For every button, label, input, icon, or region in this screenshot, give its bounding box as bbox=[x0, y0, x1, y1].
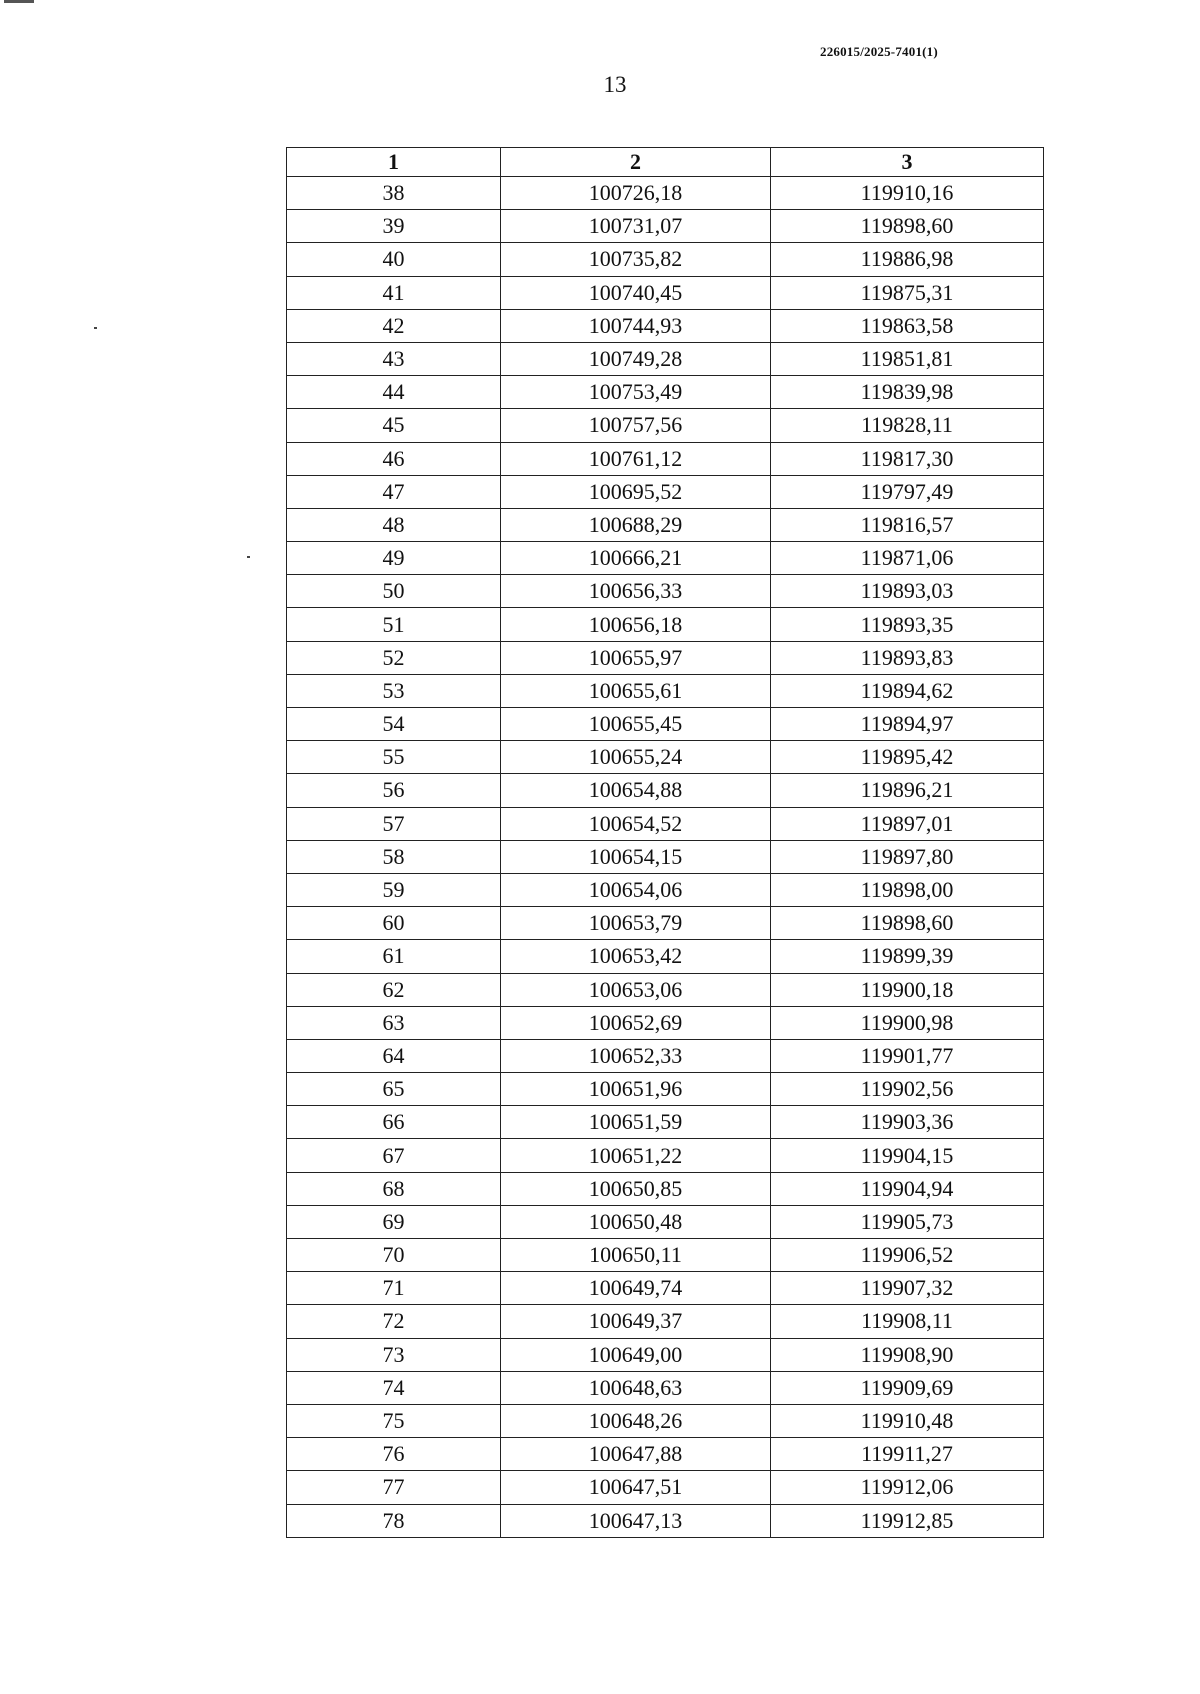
point-number-cell: 43 bbox=[287, 342, 501, 375]
scan-speck bbox=[94, 327, 97, 329]
y-coordinate-cell: 119875,31 bbox=[771, 276, 1044, 309]
y-coordinate-cell: 119897,80 bbox=[771, 840, 1044, 873]
y-coordinate-cell: 119908,90 bbox=[771, 1338, 1044, 1371]
point-number-cell: 69 bbox=[287, 1205, 501, 1238]
point-number-cell: 78 bbox=[287, 1504, 501, 1537]
x-coordinate-cell: 100647,13 bbox=[501, 1504, 771, 1537]
x-coordinate-cell: 100655,45 bbox=[501, 708, 771, 741]
x-coordinate-cell: 100649,37 bbox=[501, 1305, 771, 1338]
table-row bbox=[287, 708, 1044, 741]
x-coordinate-cell: 100726,18 bbox=[501, 177, 771, 210]
point-number-cell: 45 bbox=[287, 409, 501, 442]
table-row bbox=[287, 1272, 1044, 1305]
page-number: 13 bbox=[603, 72, 627, 97]
table-row bbox=[287, 243, 1044, 276]
point-number-cell: 38 bbox=[287, 177, 501, 210]
table-row bbox=[287, 409, 1044, 442]
scan-corner-mark bbox=[4, 0, 34, 3]
table-row bbox=[287, 475, 1044, 508]
y-coordinate-cell: 119899,39 bbox=[771, 940, 1044, 973]
y-coordinate-cell: 119816,57 bbox=[771, 508, 1044, 541]
x-coordinate-cell: 100654,15 bbox=[501, 840, 771, 873]
x-coordinate-cell: 100757,56 bbox=[501, 409, 771, 442]
x-coordinate-cell: 100656,18 bbox=[501, 608, 771, 641]
scan-speck bbox=[247, 556, 250, 558]
x-coordinate-cell: 100655,97 bbox=[501, 641, 771, 674]
x-coordinate-cell: 100653,79 bbox=[501, 907, 771, 940]
point-number-cell: 67 bbox=[287, 1139, 501, 1172]
y-coordinate-cell: 119817,30 bbox=[771, 442, 1044, 475]
point-number-cell: 40 bbox=[287, 243, 501, 276]
y-coordinate-cell: 119900,98 bbox=[771, 1006, 1044, 1039]
x-coordinate-cell: 100749,28 bbox=[501, 342, 771, 375]
table-header bbox=[287, 148, 1044, 177]
y-coordinate-cell: 119898,00 bbox=[771, 873, 1044, 906]
table-row bbox=[287, 1305, 1044, 1338]
y-coordinate-cell: 119894,62 bbox=[771, 674, 1044, 707]
x-coordinate-cell: 100744,93 bbox=[501, 309, 771, 342]
point-number-cell: 65 bbox=[287, 1073, 501, 1106]
table-row bbox=[287, 342, 1044, 375]
point-number-cell: 70 bbox=[287, 1239, 501, 1272]
point-number-cell: 51 bbox=[287, 608, 501, 641]
y-coordinate-cell: 119894,97 bbox=[771, 708, 1044, 741]
table-row bbox=[287, 940, 1044, 973]
table-row bbox=[287, 210, 1044, 243]
y-coordinate-cell: 119912,85 bbox=[771, 1504, 1044, 1537]
y-coordinate-cell: 119897,01 bbox=[771, 807, 1044, 840]
y-coordinate-cell: 119901,77 bbox=[771, 1039, 1044, 1072]
x-coordinate-cell: 100651,59 bbox=[501, 1106, 771, 1139]
x-coordinate-cell: 100652,69 bbox=[501, 1006, 771, 1039]
y-coordinate-cell: 119906,52 bbox=[771, 1239, 1044, 1272]
point-number-cell: 75 bbox=[287, 1404, 501, 1437]
point-number-cell: 48 bbox=[287, 508, 501, 541]
x-coordinate-cell: 100650,85 bbox=[501, 1172, 771, 1205]
point-number-cell: 76 bbox=[287, 1438, 501, 1471]
point-number-cell: 73 bbox=[287, 1338, 501, 1371]
table-row bbox=[287, 1471, 1044, 1504]
table-row bbox=[287, 741, 1044, 774]
table-row bbox=[287, 641, 1044, 674]
x-coordinate-cell: 100653,06 bbox=[501, 973, 771, 1006]
point-number-cell: 52 bbox=[287, 641, 501, 674]
x-coordinate-cell: 100649,74 bbox=[501, 1272, 771, 1305]
point-number-cell: 57 bbox=[287, 807, 501, 840]
point-number-cell: 72 bbox=[287, 1305, 501, 1338]
x-coordinate-cell: 100656,33 bbox=[501, 575, 771, 608]
y-coordinate-cell: 119886,98 bbox=[771, 243, 1044, 276]
table-row bbox=[287, 276, 1044, 309]
table-header-row bbox=[287, 148, 1044, 177]
y-coordinate-cell: 119912,06 bbox=[771, 1471, 1044, 1504]
y-coordinate-cell: 119851,81 bbox=[771, 342, 1044, 375]
column-header-3: 3 bbox=[771, 148, 1044, 177]
point-number-cell: 54 bbox=[287, 708, 501, 741]
table-body bbox=[287, 177, 1044, 1538]
point-number-cell: 50 bbox=[287, 575, 501, 608]
table-row bbox=[287, 508, 1044, 541]
table-row bbox=[287, 674, 1044, 707]
x-coordinate-cell: 100654,88 bbox=[501, 774, 771, 807]
table-row bbox=[287, 1438, 1044, 1471]
table-row bbox=[287, 1205, 1044, 1238]
point-number-cell: 55 bbox=[287, 741, 501, 774]
y-coordinate-cell: 119896,21 bbox=[771, 774, 1044, 807]
y-coordinate-cell: 119871,06 bbox=[771, 542, 1044, 575]
table-row bbox=[287, 1404, 1044, 1437]
x-coordinate-cell: 100651,22 bbox=[501, 1139, 771, 1172]
table-row bbox=[287, 309, 1044, 342]
table-row bbox=[287, 1006, 1044, 1039]
point-number-cell: 62 bbox=[287, 973, 501, 1006]
x-coordinate-cell: 100648,26 bbox=[501, 1404, 771, 1437]
table-row bbox=[287, 873, 1044, 906]
x-coordinate-cell: 100666,21 bbox=[501, 542, 771, 575]
column-header-2: 2 bbox=[501, 148, 771, 177]
table-row bbox=[287, 442, 1044, 475]
table-row bbox=[287, 542, 1044, 575]
document-reference: 226015/2025-7401(1) bbox=[820, 44, 938, 59]
table-row bbox=[287, 907, 1044, 940]
y-coordinate-cell: 119900,18 bbox=[771, 973, 1044, 1006]
point-number-cell: 59 bbox=[287, 873, 501, 906]
table-row bbox=[287, 608, 1044, 641]
point-number-cell: 56 bbox=[287, 774, 501, 807]
table-row bbox=[287, 1338, 1044, 1371]
table-row bbox=[287, 1106, 1044, 1139]
y-coordinate-cell: 119893,03 bbox=[771, 575, 1044, 608]
x-coordinate-cell: 100654,06 bbox=[501, 873, 771, 906]
table-row bbox=[287, 1239, 1044, 1272]
column-header-1: 1 bbox=[287, 148, 501, 177]
y-coordinate-cell: 119908,11 bbox=[771, 1305, 1044, 1338]
y-coordinate-cell: 119898,60 bbox=[771, 210, 1044, 243]
x-coordinate-cell: 100647,51 bbox=[501, 1471, 771, 1504]
y-coordinate-cell: 119903,36 bbox=[771, 1106, 1044, 1139]
point-number-cell: 61 bbox=[287, 940, 501, 973]
x-coordinate-cell: 100654,52 bbox=[501, 807, 771, 840]
table-row bbox=[287, 1139, 1044, 1172]
y-coordinate-cell: 119893,83 bbox=[771, 641, 1044, 674]
y-coordinate-cell: 119907,32 bbox=[771, 1272, 1044, 1305]
table-row bbox=[287, 376, 1044, 409]
x-coordinate-cell: 100647,88 bbox=[501, 1438, 771, 1471]
x-coordinate-cell: 100655,24 bbox=[501, 741, 771, 774]
point-number-cell: 74 bbox=[287, 1371, 501, 1404]
x-coordinate-cell: 100695,52 bbox=[501, 475, 771, 508]
table-row bbox=[287, 177, 1044, 210]
point-number-cell: 39 bbox=[287, 210, 501, 243]
y-coordinate-cell: 119909,69 bbox=[771, 1371, 1044, 1404]
point-number-cell: 66 bbox=[287, 1106, 501, 1139]
table-row bbox=[287, 807, 1044, 840]
point-number-cell: 63 bbox=[287, 1006, 501, 1039]
x-coordinate-cell: 100740,45 bbox=[501, 276, 771, 309]
point-number-cell: 60 bbox=[287, 907, 501, 940]
y-coordinate-cell: 119904,94 bbox=[771, 1172, 1044, 1205]
point-number-cell: 68 bbox=[287, 1172, 501, 1205]
point-number-cell: 42 bbox=[287, 309, 501, 342]
table-row bbox=[287, 1371, 1044, 1404]
table-row bbox=[287, 1172, 1044, 1205]
y-coordinate-cell: 119902,56 bbox=[771, 1073, 1044, 1106]
point-number-cell: 41 bbox=[287, 276, 501, 309]
point-number-cell: 49 bbox=[287, 542, 501, 575]
x-coordinate-cell: 100731,07 bbox=[501, 210, 771, 243]
x-coordinate-cell: 100650,11 bbox=[501, 1239, 771, 1272]
table-row bbox=[287, 973, 1044, 1006]
table-row bbox=[287, 1039, 1044, 1072]
x-coordinate-cell: 100688,29 bbox=[501, 508, 771, 541]
table-row bbox=[287, 840, 1044, 873]
point-number-cell: 44 bbox=[287, 376, 501, 409]
y-coordinate-cell: 119905,73 bbox=[771, 1205, 1044, 1238]
point-number-cell: 64 bbox=[287, 1039, 501, 1072]
table-row bbox=[287, 774, 1044, 807]
point-number-cell: 71 bbox=[287, 1272, 501, 1305]
y-coordinate-cell: 119828,11 bbox=[771, 409, 1044, 442]
x-coordinate-cell: 100651,96 bbox=[501, 1073, 771, 1106]
x-coordinate-cell: 100655,61 bbox=[501, 674, 771, 707]
x-coordinate-cell: 100735,82 bbox=[501, 243, 771, 276]
y-coordinate-cell: 119893,35 bbox=[771, 608, 1044, 641]
x-coordinate-cell: 100649,00 bbox=[501, 1338, 771, 1371]
table-row bbox=[287, 575, 1044, 608]
point-number-cell: 53 bbox=[287, 674, 501, 707]
x-coordinate-cell: 100648,63 bbox=[501, 1371, 771, 1404]
x-coordinate-cell: 100761,12 bbox=[501, 442, 771, 475]
table-row bbox=[287, 1504, 1044, 1537]
y-coordinate-cell: 119863,58 bbox=[771, 309, 1044, 342]
coordinates-table bbox=[286, 147, 1044, 1538]
y-coordinate-cell: 119911,27 bbox=[771, 1438, 1044, 1471]
y-coordinate-cell: 119797,49 bbox=[771, 475, 1044, 508]
point-number-cell: 77 bbox=[287, 1471, 501, 1504]
x-coordinate-cell: 100753,49 bbox=[501, 376, 771, 409]
y-coordinate-cell: 119839,98 bbox=[771, 376, 1044, 409]
point-number-cell: 46 bbox=[287, 442, 501, 475]
y-coordinate-cell: 119904,15 bbox=[771, 1139, 1044, 1172]
point-number-cell: 47 bbox=[287, 475, 501, 508]
y-coordinate-cell: 119895,42 bbox=[771, 741, 1044, 774]
table-row bbox=[287, 1073, 1044, 1106]
y-coordinate-cell: 119910,48 bbox=[771, 1404, 1044, 1437]
point-number-cell: 58 bbox=[287, 840, 501, 873]
x-coordinate-cell: 100653,42 bbox=[501, 940, 771, 973]
x-coordinate-cell: 100650,48 bbox=[501, 1205, 771, 1238]
y-coordinate-cell: 119910,16 bbox=[771, 177, 1044, 210]
y-coordinate-cell: 119898,60 bbox=[771, 907, 1044, 940]
x-coordinate-cell: 100652,33 bbox=[501, 1039, 771, 1072]
